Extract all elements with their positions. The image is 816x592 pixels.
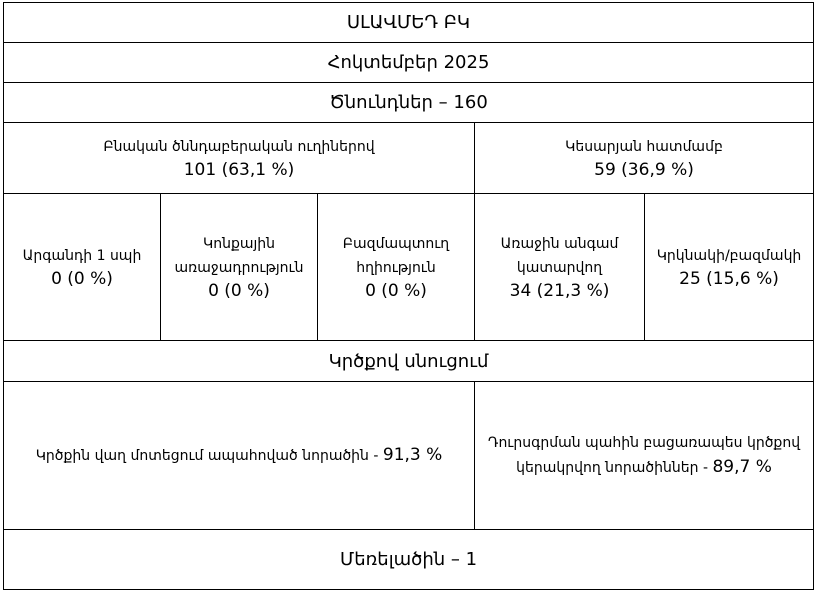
category-label: Կրկնակի/բազմակի xyxy=(656,248,802,264)
cesarean-label: Կեսարյան հատմամբ xyxy=(565,139,723,155)
births-total: Ծնունդներ – 160 xyxy=(329,92,488,113)
hospital-name: ՍԼԱՎՄԵԴ ԲԿ xyxy=(346,12,471,33)
early-contact-label: Կրծքին վաղ մոտեցում ապահոված նորածին - xyxy=(35,448,383,464)
exclusive-label: կերակրվող նորածիններ - xyxy=(516,460,713,476)
breastfeeding-title: Կրծքով սնուցում xyxy=(328,350,489,372)
natural-delivery-label: Բնական ծննդաբերական ուղիներով xyxy=(103,139,375,155)
category-label: հղիություն xyxy=(356,260,436,276)
category-value: 25 (15,6 %) xyxy=(679,269,779,289)
delivery-split-row xyxy=(3,123,814,194)
exclusive-line1: Դուրսգրման պահին բացառապես կրծքով xyxy=(487,435,801,451)
stillbirth-row xyxy=(3,530,814,590)
category-cell xyxy=(161,194,318,340)
period-row xyxy=(3,43,814,83)
report-period: Հոկտեմբեր 2025 xyxy=(327,52,490,73)
natural-delivery-cell xyxy=(4,123,475,193)
breastfeeding-title-row xyxy=(3,341,814,382)
category-cell xyxy=(318,194,475,340)
category-label: Կոնքային xyxy=(202,236,276,252)
category-label: առաջադրություն xyxy=(174,260,304,276)
category-value: 0 (0 %) xyxy=(208,281,270,301)
cesarean-value: 59 (36,9 %) xyxy=(594,160,694,180)
category-value: 0 (0 %) xyxy=(51,269,113,289)
exclusive-line2 xyxy=(516,455,772,480)
early-contact-cell xyxy=(4,382,475,529)
early-contact-value: 91,3 % xyxy=(382,445,443,465)
exclusive-breastfeeding-cell xyxy=(475,382,813,529)
category-cell xyxy=(4,194,161,340)
category-label: Արգանդի 1 սպի xyxy=(22,248,142,264)
hospital-row xyxy=(3,2,814,43)
category-label: Առաջին անգամ xyxy=(500,236,619,252)
cesarean-cell xyxy=(475,123,813,193)
cesarean-categories-row xyxy=(3,194,814,341)
exclusive-value: 89,7 % xyxy=(712,457,772,477)
category-label: Բազմապտուղ xyxy=(342,236,450,252)
births-row xyxy=(3,83,814,123)
category-value: 0 (0 %) xyxy=(365,281,427,301)
category-cell xyxy=(475,194,645,340)
category-label: կատարվող xyxy=(516,260,603,276)
early-contact-text xyxy=(36,443,443,468)
category-value: 34 (21,3 %) xyxy=(509,281,610,301)
stillbirth-count: Մեռելածին – 1 xyxy=(339,549,478,570)
breastfeeding-row xyxy=(3,382,814,530)
category-cell xyxy=(645,194,813,340)
natural-delivery-value: 101 (63,1 %) xyxy=(183,160,295,180)
